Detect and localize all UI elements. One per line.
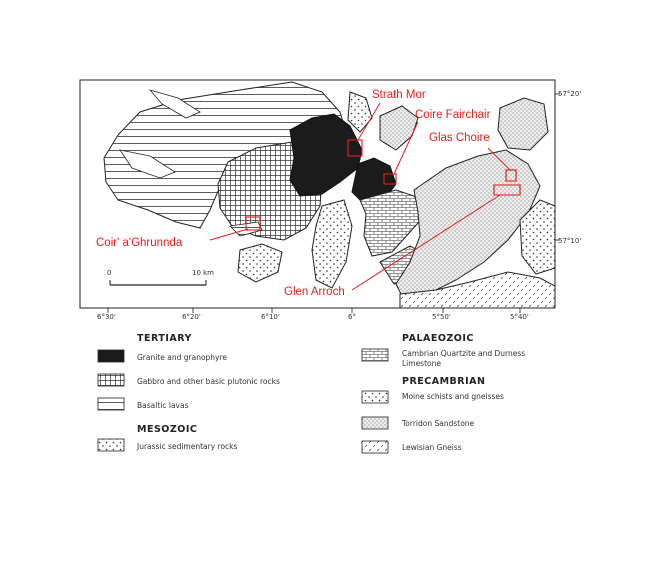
legend-item-moine: Moine schists and gneisses xyxy=(402,392,504,401)
legend-item-basalt: Basaltic lavas xyxy=(137,401,189,410)
swatch-lewisian xyxy=(362,441,388,453)
label-coire-fairchair: Coire Fairchair xyxy=(415,109,491,121)
lon-label: 6°20' xyxy=(182,313,201,321)
legend-item-torridon: Torridon Sandstone xyxy=(402,419,475,428)
legend-item-cambrian-line1: Cambrian Quartzite and Durness xyxy=(402,349,526,358)
swatch-granite xyxy=(98,350,124,362)
label-coir-a-ghrunnda: Coir' a'Ghrunnda xyxy=(96,237,183,249)
lat-mid: 57°10' xyxy=(558,237,582,245)
lon-label: 6°30' xyxy=(97,313,116,321)
label-strath-mor: Strath Mor xyxy=(372,89,426,101)
legend-heading-mesozoic: MESOZOIC xyxy=(137,424,198,435)
lon-label: 5°50' xyxy=(432,313,451,321)
label-glen-arroch: Glen Arroch xyxy=(284,286,345,298)
legend-item-granite: Granite and granophyre xyxy=(137,353,228,362)
legend-heading-tertiary: TERTIARY xyxy=(137,333,192,344)
swatch-torridon xyxy=(362,417,388,429)
swatch-jurassic xyxy=(98,439,124,451)
legend-item-cambrian-line2: Limestone xyxy=(402,359,441,368)
legend-heading-palaeozoic: PALAEOZOIC xyxy=(402,333,474,344)
swatch-gabbro xyxy=(98,374,124,386)
swatch-moine xyxy=(362,391,388,403)
lon-label: 5°40' xyxy=(510,313,529,321)
lat-top: 57°20' xyxy=(558,90,582,98)
swatch-basalt xyxy=(98,398,124,410)
lon-label: 6° xyxy=(348,313,356,321)
legend-heading-precambrian: PRECAMBRIAN xyxy=(402,376,486,387)
legend-item-lewisian: Lewisian Gneiss xyxy=(402,443,462,452)
legend-item-gabbro: Gabbro and other basic plutonic rocks xyxy=(137,377,280,386)
lon-label: 6°10' xyxy=(261,313,280,321)
label-glas-choire: Glas Choire xyxy=(429,132,490,144)
scale-end: 10 km xyxy=(192,269,215,277)
swatch-cambrian xyxy=(362,349,388,361)
scale-start: 0 xyxy=(107,269,112,277)
legend-item-jurassic: Jurassic sedimentary rocks xyxy=(137,442,238,451)
legend xyxy=(98,333,525,453)
